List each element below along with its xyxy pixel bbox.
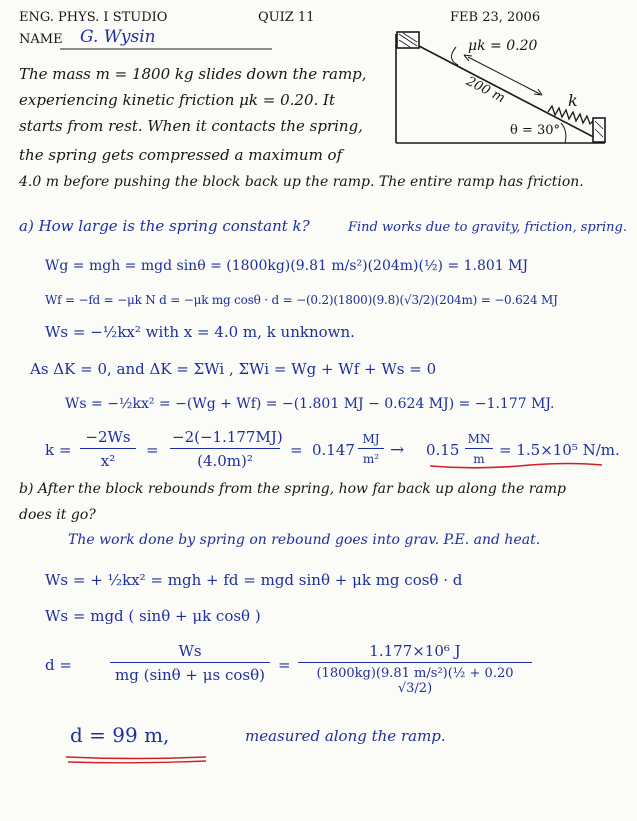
name-label: NAME [19,32,63,47]
k-unit-mj-num: MJ [362,432,380,446]
d-fraction-2-numerator: 1.177×10⁶ J [369,642,461,660]
k-value-mj: 0.147 [312,441,355,459]
friction-work-equation: Wf = −fd = −μk N d = −μk mg cosθ · d = −(0.2)(1800)(9.8)(√3/2)(204m) = −0.624 MJ [45,293,558,307]
problem-line-3: starts from rest. When it contacts the spring, [19,117,363,135]
part-a-question: a) How large is the spring constant k? [19,217,310,235]
problem-line-1: The mass m = 1800 kg slides down the ramp, [19,65,367,83]
quiz-number: QUIZ 11 [258,10,315,25]
k-fraction-2 [170,428,283,470]
k-unit-mj [358,432,384,466]
d-fraction-1-denominator: mg (sinθ + μs cosθ) [115,666,265,684]
energy-balance-equation: As ΔK = 0, and ΔK = ΣWi , ΣWi = Wg + Wf + Ws = 0 [30,360,437,378]
d-fraction-1-numerator: Ws [178,642,202,660]
d-fraction-1 [110,642,270,684]
part-a-hint: Find works due to gravity, friction, spring. [348,220,627,235]
k-equals-2: = [290,441,303,459]
quiz-date: FEB 23, 2006 [450,10,541,25]
problem-line-4: the spring gets compressed a maximum of [19,146,343,164]
k-value-mn: 0.15 [426,441,460,459]
ramp-angle-label: θ = 30° [510,123,561,138]
d-equals: = [278,656,291,674]
k-fraction-2-numerator: −2(−1.177MJ) [172,428,283,446]
gravity-work-equation: Wg = mgh = mgd sinθ = (1800kg)(9.81 m/s²)(204m)(½) = 1.801 MJ [45,258,529,274]
k-unit-mn-num: MN [467,432,491,446]
part-b-question-2: does it go? [19,507,96,523]
d-fraction-2-denominator: (1800kg)(9.81 m/s²)(½ + 0.20 √3/2) [316,666,514,696]
part-b-note: The work done by spring on rebound goes into grav. P.E. and heat. [68,532,541,548]
k-fraction-1 [80,428,136,470]
final-answer-note: measured along the ramp. [245,727,446,745]
spring-constant-label: k [568,91,578,110]
k-unit-mj-den: m² [362,452,380,466]
final-distance-answer: d = 99 m, [70,723,170,747]
problem-line-2: experiencing kinetic friction μk = 0.20. It [19,91,336,109]
d-fraction-2 [298,642,532,696]
student-name: G. Wysin [80,27,156,47]
spring-work-result: Ws = −½kx² = −(Wg + Wf) = −(1.801 MJ − 0.624 MJ) = −1.177 MJ. [65,396,555,412]
part-b-question-1: b) After the block rebounds from the spring, how far back up along the ramp [19,481,566,497]
k-equals-1: = [146,441,159,459]
rebound-work-equation: Ws = + ½kx² = mgh + fd = mgd sinθ + μk mg cosθ · d [45,571,463,589]
k-fraction-1-numerator: −2Ws [85,428,131,446]
k-final-answer: = 1.5×10⁵ N/m. [499,441,620,459]
spring-work-equation: Ws = −½kx² with x = 4.0 m, k unknown. [45,323,355,341]
k-fraction-2-denominator: (4.0m)² [197,452,253,470]
friction-coefficient-label: μk = 0.20 [468,38,538,54]
rebound-work-factored: Ws = mgd ( sinθ + μk cosθ ) [45,607,261,625]
k-unit-mn [465,432,493,466]
k-lhs: k = [45,441,72,459]
k-unit-mn-den: m [473,452,485,466]
course-title: ENG. PHYS. I STUDIO [19,10,168,25]
d-lhs: d = [45,656,72,674]
k-arrow: → [390,440,405,460]
k-fraction-1-denominator: x² [100,452,116,470]
problem-line-5: 4.0 m before pushing the block back up the ramp. The entire ramp has friction. [19,174,584,190]
ramp-length-label: 200 m [463,74,508,107]
